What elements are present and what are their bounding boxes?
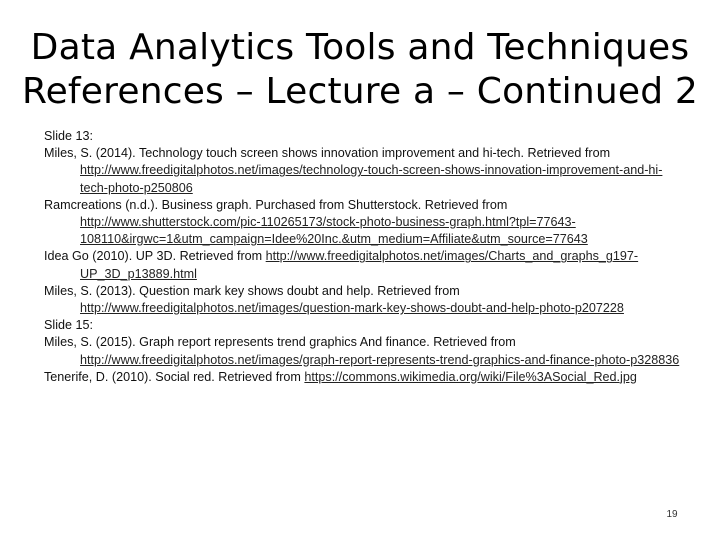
references-list — [44, 128, 684, 386]
reference-link[interactable]: http://www.freedigitalphotos.net/images/graph-report-represents-trend-graphics-and-finance-photo-p328836 — [80, 352, 680, 367]
reference-link[interactable]: https://commons.wikimedia.org/wiki/File%3ASocial_Red.jpg — [304, 369, 637, 384]
section-heading: Slide 13: — [44, 129, 94, 143]
slide-title-line-2: References – Lecture a – Continued 2 — [21, 71, 699, 112]
reference-entry — [44, 283, 684, 317]
slide-title-line-1: Data Analytics Tools and Techniques — [30, 27, 690, 68]
reference-text: Miles, S. (2013). Question mark key shows doubt and help. Retrieved from — [44, 283, 460, 298]
reference-text: Idea Go (2010). UP 3D. Retrieved from — [44, 249, 266, 264]
reference-entry — [44, 145, 684, 197]
section-heading: Slide 15: — [44, 318, 94, 333]
reference-link[interactable]: http://www.freedigitalphotos.net/images/Charts_and_graphs_g197-UP_3D_p13889.html — [80, 249, 639, 281]
reference-text: Miles, S. (2015). Graph report represents trend graphics And finance. Retrieved from — [44, 335, 516, 350]
reference-entry — [44, 369, 684, 386]
reference-text: Ramcreations (n.d.). Business graph. Purchased from Shutterstock. Retrieved from — [44, 197, 508, 212]
reference-entry — [44, 197, 684, 249]
reference-text: Miles, S. (2014). Technology touch screen shows innovation improvement and hi-tech. Retrieved from — [44, 146, 611, 161]
reference-entry — [44, 334, 684, 368]
reference-text: Tenerife, D. (2010). Social red. Retrieved from — [44, 369, 305, 384]
page-number: 19 — [666, 509, 678, 520]
reference-link[interactable]: http://www.freedigitalphotos.net/images/question-mark-key-shows-doubt-and-help-photo-p207228 — [80, 301, 624, 316]
reference-entry — [44, 248, 684, 282]
reference-link[interactable]: http://www.freedigitalphotos.net/images/technology-touch-screen-shows-innovation-improvement-and-hi-tech-photo-p250806 — [80, 163, 663, 195]
slide-title — [0, 26, 720, 114]
reference-link[interactable]: http://www.shutterstock.com/pic-110265173/stock-photo-business-graph.html?tpl=77643-108110&irgwc=1&utm_campaign=Idee%20Inc.&utm_medium=Affiliate&utm_source=77643 — [80, 215, 588, 247]
